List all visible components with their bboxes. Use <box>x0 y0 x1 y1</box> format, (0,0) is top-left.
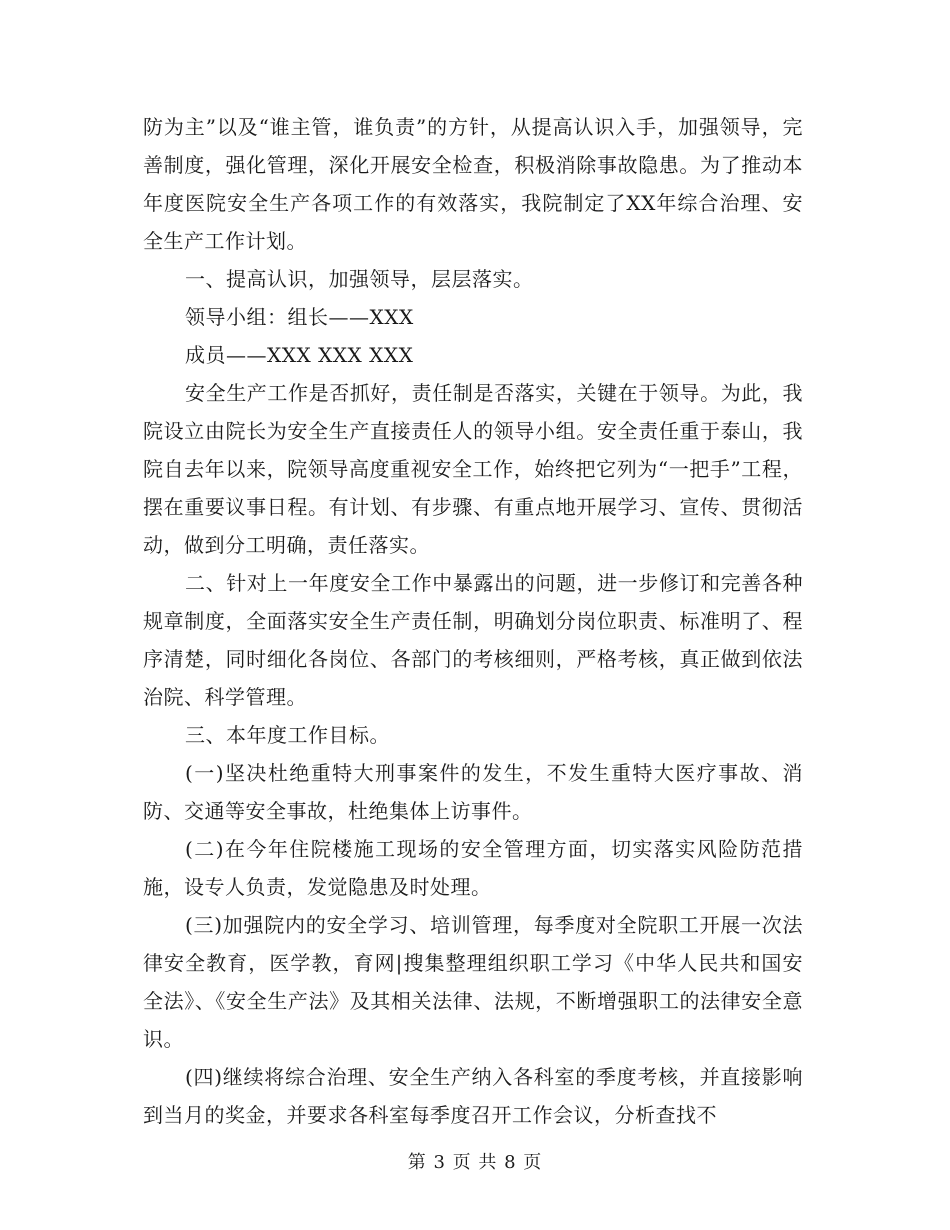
section-heading-2: 二、针对上一年度安全工作中暴露出的问题，进一步修订和完善各种规章制度，全面落实安全生产责任制，明确划分岗位职责、标准明了、程序清楚，同时细化各岗位、各部门的考核细则，严格考核，真正做到依法治院、科学管理。 <box>143 571 803 709</box>
section-heading-3: 三、本年度工作目标。 <box>185 723 390 747</box>
section-heading-1: 一、提高认识，加强领导，层层落实。 <box>185 267 534 291</box>
goal-item-2: (二)在今年住院楼施工现场的安全管理方面，切实落实风险防范措施，设专人负责，发觉隐患及时处理。 <box>143 837 803 899</box>
goal-item-3: (三)加强院内的安全学习、培训管理，每季度对全院职工开展一次法律安全教育，医学教，育网|搜集整理组织职工学习《中华人民共和国安全法》、《安全生产法》及其相关法律、法规，不断增强职工的法律安全意识。 <box>143 913 803 1051</box>
goal-item-1: (一)坚决杜绝重特大刑事案件的发生，不发生重特大医疗事故、消防、交通等安全事故，杜绝集体上访事件。 <box>143 761 803 823</box>
leadership-group-line: 领导小组：组长——XXX <box>185 305 414 329</box>
paragraph-continuation: 防为主”以及“谁主管，谁负责”的方针，从提高认识入手，加强领导，完善制度，强化管理，深化开展安全检查，积极消除事故隐患。为了推动本年度医院安全生产各项工作的有效落实，我院制定了XX年综合治理、安全生产工作计划。 <box>143 115 803 253</box>
paragraph-responsibility: 安全生产工作是否抓好，责任制是否落实，关键在于领导。为此，我院设立由院长为安全生产直接责任人的领导小组。安全责任重于泰山，我院自去年以来，院领导高度重视安全工作，始终把它列为“一把手”工程，摆在重要议事日程。有计划、有步骤、有重点地开展学习、宣传、贯彻活动，做到分工明确，责任落实。 <box>143 381 803 557</box>
goal-item-4: (四)继续将综合治理、安全生产纳入各科室的季度考核，并直接影响到当月的奖金，并要求各科室每季度召开工作会议，分析查找不 <box>143 1065 803 1127</box>
page-number-footer: 第 3 页 共 8 页 <box>407 1152 543 1173</box>
members-line: 成员——XXX XXX XXX <box>185 343 414 367</box>
document-body <box>143 108 803 1134</box>
